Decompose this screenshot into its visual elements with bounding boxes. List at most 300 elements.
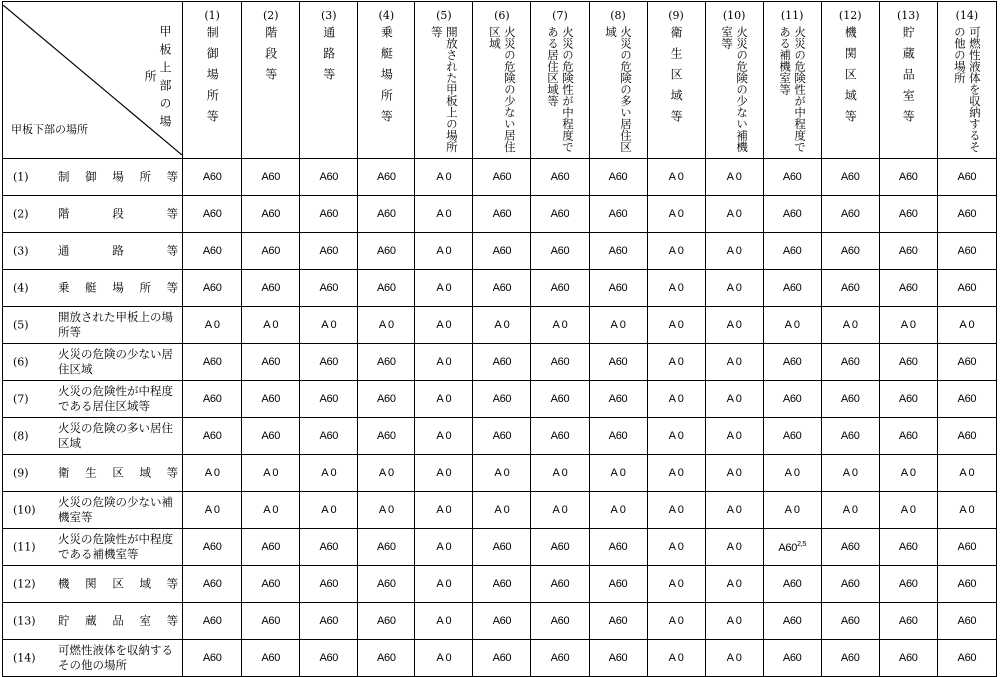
table-row — [3, 566, 997, 603]
table-cell: A60 — [242, 603, 300, 640]
table-cell: A 0 — [183, 455, 242, 492]
table-cell: A60 — [937, 640, 996, 677]
table-cell: A60 — [821, 233, 879, 270]
table-row — [3, 455, 997, 492]
column-label: 通路等 — [321, 26, 336, 89]
table-cell: A60 — [242, 529, 300, 566]
column-header — [415, 2, 473, 159]
column-header — [937, 2, 996, 159]
column-number: (7) — [552, 9, 568, 22]
table-cell: A 0 — [183, 492, 242, 529]
table-row — [3, 640, 997, 677]
row-label: 開放された甲板上の場所等 — [58, 310, 173, 339]
table-cell: A 0 — [415, 566, 473, 603]
table-cell: A 0 — [705, 270, 763, 307]
column-header-row — [3, 2, 997, 159]
column-label: 衛生区域等 — [669, 26, 684, 131]
table-cell: A 0 — [647, 603, 705, 640]
table-cell: A 0 — [705, 492, 763, 529]
row-header — [3, 381, 183, 418]
table-cell: A60 — [183, 381, 242, 418]
table-cell: A60 — [531, 603, 589, 640]
column-header — [358, 2, 415, 159]
column-header — [473, 2, 531, 159]
table-cell: A 0 — [589, 492, 647, 529]
table-cell: A 0 — [242, 492, 300, 529]
table-cell: A 0 — [300, 492, 358, 529]
table-cell: A 0 — [705, 381, 763, 418]
row-label: 制 御 場 所 等 — [58, 169, 179, 184]
column-label: 火災の危険性が中程度である居住区域等 — [545, 26, 575, 153]
fire-integrity-table — [2, 1, 997, 677]
row-number: (8) — [13, 429, 29, 443]
table-cell: A 0 — [647, 307, 705, 344]
column-label: 乗艇場所等 — [379, 26, 394, 131]
table-cell: A60 — [473, 529, 531, 566]
row-header — [3, 640, 183, 677]
table-row — [3, 418, 997, 455]
table-cell: A 0 — [705, 344, 763, 381]
table-cell: A60 — [821, 381, 879, 418]
table-cell: A60 — [879, 344, 937, 381]
table-cell: A60 — [589, 640, 647, 677]
table-cell: A 0 — [300, 307, 358, 344]
column-label: 制御場所等 — [205, 26, 220, 131]
table-cell: A60 — [821, 566, 879, 603]
column-label: 機関区域等 — [843, 26, 858, 131]
table-cell: A60 — [183, 233, 242, 270]
table-cell: A60 — [531, 159, 589, 196]
table-cell: A60 — [183, 196, 242, 233]
table-cell: A60 — [473, 566, 531, 603]
table-cell: A60 — [531, 233, 589, 270]
column-number: (8) — [610, 9, 626, 22]
column-label: 貯蔵品室等 — [901, 26, 916, 131]
column-number: (12) — [838, 9, 862, 22]
table-cell: A60 — [300, 603, 358, 640]
table-cell: A 0 — [647, 159, 705, 196]
table-cell: A 0 — [937, 492, 996, 529]
column-header — [705, 2, 763, 159]
table-cell: A 0 — [531, 492, 589, 529]
table-cell: A60 — [879, 418, 937, 455]
table-cell: A60 — [183, 566, 242, 603]
table-cell: A 0 — [647, 566, 705, 603]
table-cell: A 0 — [242, 455, 300, 492]
column-header — [879, 2, 937, 159]
column-label: 火災の危険の少ない補機室等 — [720, 26, 750, 153]
table-cell: A 0 — [937, 307, 996, 344]
table-cell: A60 — [531, 418, 589, 455]
row-number: (1) — [13, 170, 29, 184]
row-header — [3, 566, 183, 603]
table-row — [3, 270, 997, 307]
table-cell: A 0 — [705, 159, 763, 196]
table-cell: A 0 — [415, 159, 473, 196]
table-cell: A 0 — [415, 233, 473, 270]
table-cell: A60 — [358, 640, 415, 677]
table-cell: A 0 — [821, 455, 879, 492]
table-cell: A60 — [473, 196, 531, 233]
table-cell: A60 — [242, 640, 300, 677]
table-cell: A 0 — [647, 344, 705, 381]
row-header — [3, 196, 183, 233]
table-row — [3, 492, 997, 529]
table-cell: A60 — [937, 566, 996, 603]
table-cell: A60 — [358, 418, 415, 455]
table-cell: A60 — [473, 381, 531, 418]
table-cell: A 0 — [763, 492, 821, 529]
table-cell: A60 — [879, 196, 937, 233]
row-number: (7) — [13, 392, 29, 406]
row-number: (6) — [13, 355, 29, 369]
table-cell: A60 — [473, 233, 531, 270]
table-cell: A60 — [763, 640, 821, 677]
table-cell: A 0 — [183, 307, 242, 344]
table-cell: A 0 — [473, 307, 531, 344]
table-cell: A 0 — [647, 529, 705, 566]
row-label: 機 関 区 域 等 — [58, 576, 179, 591]
table-cell: A60 — [937, 344, 996, 381]
table-cell: A 0 — [415, 381, 473, 418]
table-cell: A60 — [300, 344, 358, 381]
table-row — [3, 603, 997, 640]
table-cell: A60 — [589, 196, 647, 233]
table-cell: A 0 — [647, 492, 705, 529]
table-cell: A 0 — [705, 603, 763, 640]
table-cell: A 0 — [531, 307, 589, 344]
column-label: 火災の危険の少ない居住区域 — [487, 26, 517, 153]
table-cell: A60 — [879, 159, 937, 196]
table-cell: A60 — [358, 159, 415, 196]
table-cell: A60 — [183, 640, 242, 677]
column-number: (10) — [722, 9, 746, 22]
row-label: 衛 生 区 域 等 — [58, 465, 179, 480]
row-header — [3, 455, 183, 492]
row-header — [3, 233, 183, 270]
table-cell: A60 — [473, 603, 531, 640]
row-label: 火災の危険の少ない居住区域 — [58, 347, 173, 376]
table-cell: A60 — [183, 603, 242, 640]
row-number: (4) — [13, 281, 29, 295]
column-label: 階段等 — [263, 26, 278, 89]
upper-deck-label: 甲板上部の場所 — [143, 25, 172, 133]
table-cell: A 0 — [705, 529, 763, 566]
table-cell: A 0 — [763, 307, 821, 344]
row-label: 可燃性液体を収納するその他の場所 — [58, 643, 173, 672]
table-row — [3, 307, 997, 344]
table-cell: A60 — [358, 603, 415, 640]
table-cell: A 0 — [415, 640, 473, 677]
table-cell: A 0 — [358, 455, 415, 492]
row-header — [3, 159, 183, 196]
table-cell: A60 — [589, 159, 647, 196]
table-cell: A60 — [300, 566, 358, 603]
table-cell: A 0 — [647, 418, 705, 455]
table-cell: A60 — [821, 159, 879, 196]
table-cell: A 0 — [242, 307, 300, 344]
table-cell: A60 — [183, 159, 242, 196]
table-cell: A 0 — [589, 307, 647, 344]
row-label: 火災の危険の少ない補機室等 — [58, 495, 173, 524]
table-cell: A60 — [763, 418, 821, 455]
table-cell: A60 — [358, 196, 415, 233]
table-cell: A 0 — [415, 529, 473, 566]
table-cell: A 0 — [415, 307, 473, 344]
table-cell: A60 — [242, 344, 300, 381]
table-cell: A 0 — [415, 196, 473, 233]
table-cell: A60 — [937, 196, 996, 233]
row-number: (2) — [13, 207, 29, 221]
row-label: 乗 艇 場 所 等 — [58, 280, 179, 295]
table-cell: A60 — [531, 640, 589, 677]
table-cell: A60 — [937, 159, 996, 196]
table-cell: A60 — [937, 270, 996, 307]
table-cell: A60$^{2,5}$ — [763, 529, 821, 566]
column-number: (5) — [436, 9, 452, 22]
table-cell: A 0 — [821, 492, 879, 529]
table-cell: A 0 — [647, 381, 705, 418]
table-cell: A60 — [300, 529, 358, 566]
row-number: (10) — [13, 503, 36, 517]
table-cell: A60 — [821, 270, 879, 307]
table-cell: A60 — [763, 270, 821, 307]
table-cell: A60 — [531, 381, 589, 418]
table-cell: A 0 — [705, 455, 763, 492]
table-cell: A 0 — [647, 640, 705, 677]
table-cell: A 0 — [531, 455, 589, 492]
table-cell: A 0 — [415, 603, 473, 640]
table-cell: A 0 — [705, 566, 763, 603]
table-cell: A60 — [242, 159, 300, 196]
table-cell: A60 — [300, 640, 358, 677]
table-cell: A60 — [358, 566, 415, 603]
table-cell: A 0 — [937, 455, 996, 492]
table-cell: A60 — [589, 381, 647, 418]
table-cell: A60 — [531, 196, 589, 233]
table-cell: A60 — [473, 344, 531, 381]
table-cell: A 0 — [705, 418, 763, 455]
table-cell: A60 — [300, 196, 358, 233]
column-number: (11) — [780, 9, 804, 22]
column-header — [183, 2, 242, 159]
table-cell: A60 — [473, 270, 531, 307]
table-cell: A60 — [589, 603, 647, 640]
row-header — [3, 270, 183, 307]
table-cell: A 0 — [415, 455, 473, 492]
table-cell: A60 — [821, 344, 879, 381]
table-cell: A 0 — [879, 492, 937, 529]
column-number: (6) — [494, 9, 510, 22]
row-number: (14) — [13, 651, 36, 665]
table-cell: A60 — [937, 529, 996, 566]
table-cell: A 0 — [705, 640, 763, 677]
table-cell: A 0 — [415, 492, 473, 529]
row-header — [3, 307, 183, 344]
table-cell: A 0 — [358, 307, 415, 344]
table-cell: A 0 — [589, 455, 647, 492]
row-number: (9) — [13, 466, 29, 480]
row-header — [3, 344, 183, 381]
table-cell: A 0 — [415, 344, 473, 381]
table-cell: A60 — [473, 159, 531, 196]
row-number: (3) — [13, 244, 29, 258]
table-cell: A60 — [589, 418, 647, 455]
row-label: 火災の危険の多い居住区域 — [58, 421, 173, 450]
table-cell: A60 — [763, 344, 821, 381]
column-header — [300, 2, 358, 159]
table-cell: A60 — [358, 233, 415, 270]
row-label: 貯 蔵 品 室 等 — [58, 613, 179, 628]
table-cell: A 0 — [821, 307, 879, 344]
table-cell: A60 — [763, 381, 821, 418]
table-cell: A 0 — [705, 233, 763, 270]
table-cell: A60 — [937, 233, 996, 270]
table-cell: A60 — [300, 159, 358, 196]
table-cell: A60 — [242, 270, 300, 307]
lower-deck-label: 甲板下部の場所 — [11, 123, 88, 136]
table-cell: A60 — [531, 529, 589, 566]
column-label: 可燃性液体を収納するその他の場所 — [952, 26, 982, 153]
table-cell: A60 — [763, 196, 821, 233]
table-cell: A 0 — [879, 307, 937, 344]
table-cell: A60 — [358, 344, 415, 381]
row-header — [3, 418, 183, 455]
table-cell: A60 — [879, 381, 937, 418]
table-cell: A60 — [473, 418, 531, 455]
table-cell: A60 — [937, 381, 996, 418]
column-number: (4) — [378, 9, 395, 22]
table-row — [3, 344, 997, 381]
row-label: 通 路 等 — [58, 243, 179, 258]
column-header — [763, 2, 821, 159]
table-cell: A60 — [300, 381, 358, 418]
table-cell: A60 — [242, 233, 300, 270]
row-label: 火災の危険性が中程度である居住区域等 — [58, 384, 173, 413]
table-cell: A60 — [821, 603, 879, 640]
table-body — [3, 159, 997, 677]
column-number: (3) — [320, 9, 337, 22]
table-row — [3, 196, 997, 233]
table-row — [3, 233, 997, 270]
table-cell: A60 — [300, 233, 358, 270]
table-cell: A60 — [821, 196, 879, 233]
row-label: 火災の危険性が中程度である補機室等 — [58, 532, 173, 561]
column-number: (14) — [955, 9, 979, 22]
table-cell: A 0 — [647, 270, 705, 307]
table-cell: A60 — [763, 603, 821, 640]
column-label: 火災の危険性が中程度である補機室等 — [778, 26, 808, 153]
row-header — [3, 603, 183, 640]
table-cell: A60 — [589, 344, 647, 381]
table-cell: A 0 — [705, 196, 763, 233]
table-cell: A60 — [821, 640, 879, 677]
table-cell: A60 — [242, 196, 300, 233]
column-header — [531, 2, 589, 159]
table-cell: A60 — [589, 566, 647, 603]
table-cell: A60 — [358, 381, 415, 418]
table-cell: A60 — [879, 233, 937, 270]
table-row — [3, 159, 997, 196]
table-cell: A60 — [242, 381, 300, 418]
table-cell: A60 — [531, 270, 589, 307]
column-label: 開放された甲板上の場所等 — [429, 26, 459, 153]
row-number: (11) — [13, 540, 36, 554]
table-cell: A60 — [879, 529, 937, 566]
table-cell: A 0 — [358, 492, 415, 529]
table-row — [3, 381, 997, 418]
column-number: (1) — [204, 9, 220, 22]
table-cell: A60 — [879, 603, 937, 640]
table-cell: A60 — [589, 233, 647, 270]
table-cell: A60 — [589, 270, 647, 307]
table-cell: A60 — [242, 418, 300, 455]
footnote-mark: 2,5 — [797, 540, 806, 548]
table-cell: A60 — [183, 529, 242, 566]
column-label: 火災の危険の多い居住区域 — [604, 26, 634, 153]
table-cell: A 0 — [300, 455, 358, 492]
row-number: (12) — [13, 577, 36, 591]
table-cell: A60 — [358, 270, 415, 307]
row-label: 階 段 等 — [58, 206, 179, 221]
table-cell: A60 — [763, 233, 821, 270]
column-header — [589, 2, 647, 159]
table-cell: A60 — [589, 529, 647, 566]
row-header — [3, 492, 183, 529]
table-cell: A60 — [763, 566, 821, 603]
table-cell: A 0 — [473, 455, 531, 492]
table-cell: A60 — [879, 566, 937, 603]
table-cell: A60 — [183, 418, 242, 455]
table-cell: A60 — [183, 270, 242, 307]
table-cell: A60 — [300, 418, 358, 455]
table-cell: A60 — [821, 529, 879, 566]
column-header — [242, 2, 300, 159]
table-cell: A 0 — [879, 455, 937, 492]
table-cell: A60 — [821, 418, 879, 455]
row-number: (13) — [13, 614, 36, 628]
table-cell: A60 — [937, 418, 996, 455]
column-number: (9) — [668, 9, 684, 22]
table-cell: A60 — [242, 566, 300, 603]
column-number: (2) — [262, 9, 279, 22]
table-cell: A 0 — [473, 492, 531, 529]
table-cell: A60 — [879, 270, 937, 307]
table-row — [3, 529, 997, 566]
column-header — [647, 2, 705, 159]
row-number: (5) — [13, 318, 29, 332]
table-cell: A 0 — [647, 455, 705, 492]
column-number: (13) — [896, 9, 920, 22]
table-cell: A60 — [358, 529, 415, 566]
table-cell: A 0 — [415, 418, 473, 455]
table-cell: A60 — [300, 270, 358, 307]
table-cell: A60 — [183, 344, 242, 381]
column-header — [821, 2, 879, 159]
table-cell: A60 — [531, 566, 589, 603]
table-cell: A60 — [937, 603, 996, 640]
table-cell: A 0 — [763, 455, 821, 492]
corner-header-cell — [3, 2, 183, 159]
table-cell: A 0 — [415, 270, 473, 307]
table-cell: A 0 — [647, 196, 705, 233]
row-header — [3, 529, 183, 566]
table-cell: A60 — [531, 344, 589, 381]
table-cell: A60 — [879, 640, 937, 677]
table-cell: A60 — [473, 640, 531, 677]
table-cell: A 0 — [705, 307, 763, 344]
table-cell: A 0 — [647, 233, 705, 270]
